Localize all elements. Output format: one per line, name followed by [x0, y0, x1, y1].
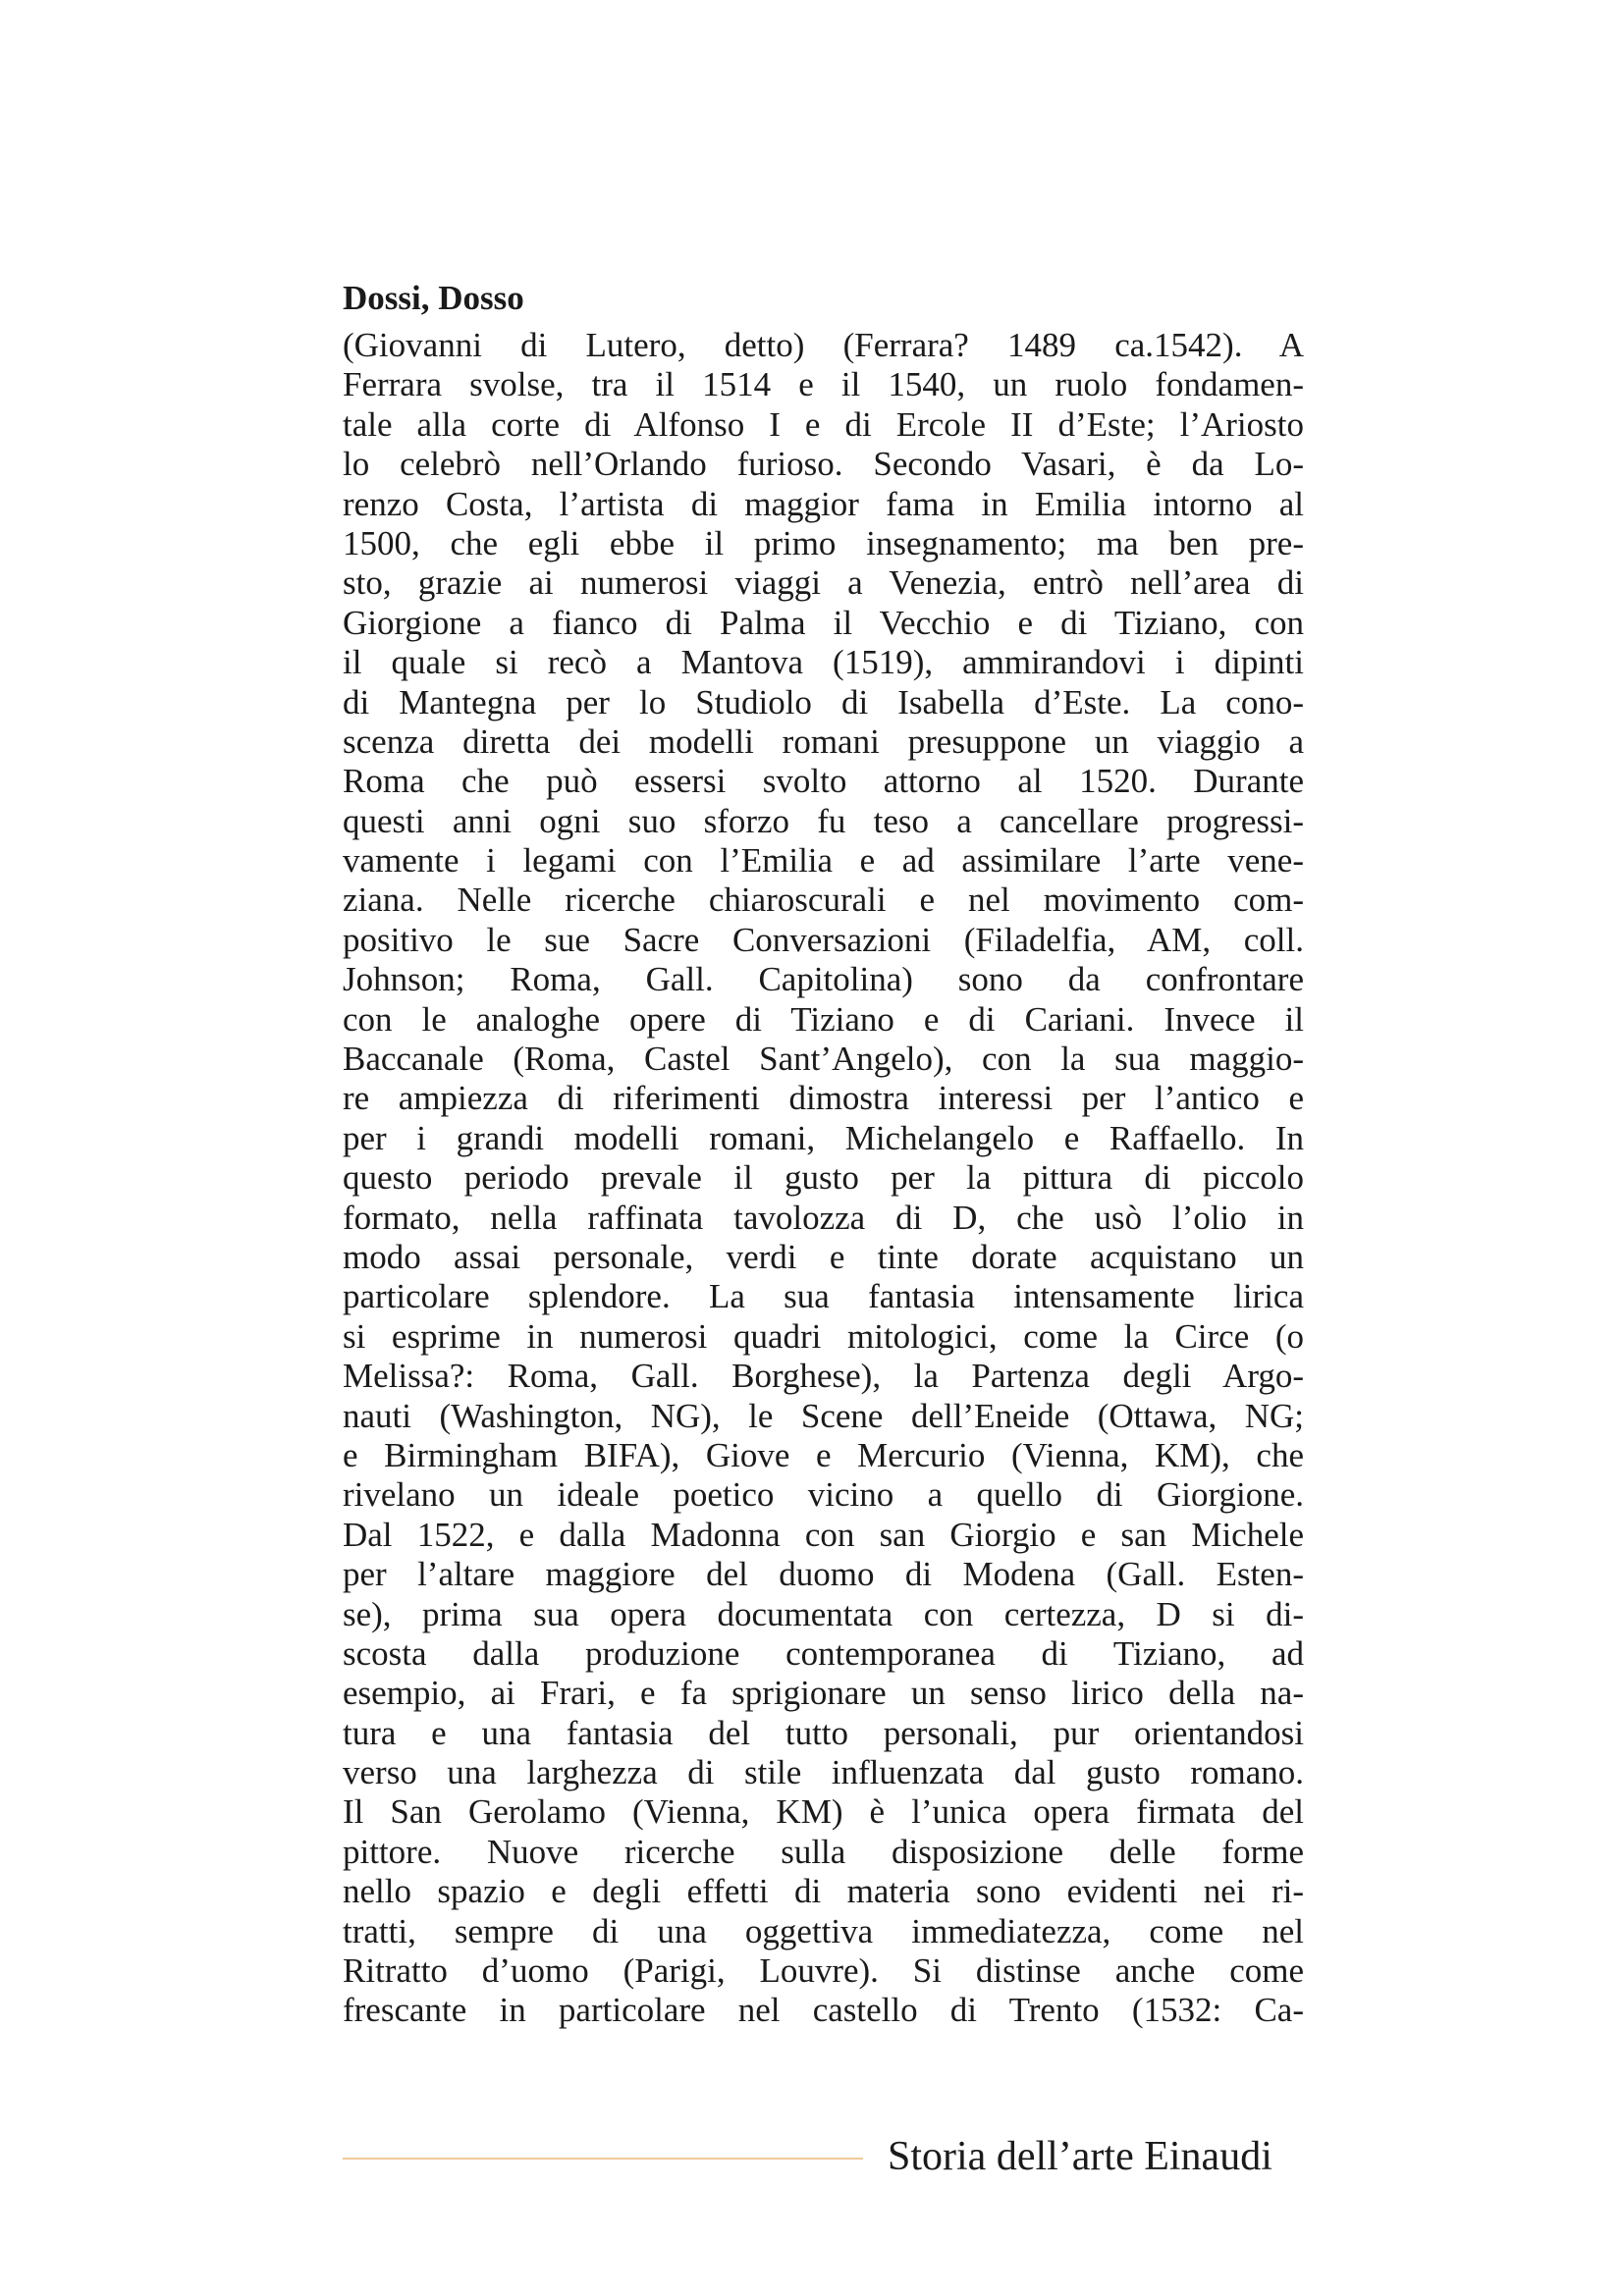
body-line: verso una larghezza di stile influenzata dal gusto romano. [343, 1753, 1304, 1792]
body-line: ziana. Nelle ricerche chiaroscurali e nel movimento com- [343, 881, 1304, 920]
body-line: e Birmingham BIFA), Giove e Mercurio (Vienna, KM), che [343, 1435, 1304, 1474]
body-line: lo celebrò nell’Orlando furioso. Secondo Vasari, è da Lo- [343, 445, 1304, 484]
body-line: per l’altare maggiore del duomo di Modena (Gall. Esten- [343, 1555, 1304, 1594]
body-line: (Giovanni di Lutero, detto) (Ferrara? 1489 ca.1542). A [343, 326, 1304, 364]
body-line: questi anni ogni suo sforzo fu teso a cancellare progressi- [343, 801, 1304, 840]
body-line: scenza diretta dei modelli romani presuppone un viaggio a [343, 721, 1304, 761]
body-line: frescante in particolare nel castello di Trento (1532: Ca- [343, 1991, 1304, 2030]
body-line: Il San Gerolamo (Vienna, KM) è l’unica opera firmata del [343, 1792, 1304, 1832]
entry-title: Dossi, Dosso [343, 279, 524, 317]
body-line: tura e una fantasia del tutto personali, pur orientandosi [343, 1713, 1304, 1752]
body-line: 1500, che egli ebbe il primo insegnamento; ma ben pre- [343, 523, 1304, 562]
body-line: Ritratto d’uomo (Parigi, Louvre). Si distinse anche come [343, 1951, 1304, 1991]
body-line: particolare splendore. La sua fantasia intensamente lirica [343, 1277, 1304, 1316]
footer-publisher-label: Storia dell’arte Einaudi [888, 2134, 1272, 2179]
body-line: renzo Costa, l’artista di maggior fama in Emilia intorno al [343, 484, 1304, 523]
body-line: positivo le sue Sacre Conversazioni (Filadelfia, AM, coll. [343, 920, 1304, 959]
body-line: formato, nella raffinata tavolozza di D, che usò l’olio in [343, 1198, 1304, 1237]
body-line: Baccanale (Roma, Castel Sant’Angelo), con la sua maggio- [343, 1040, 1304, 1079]
body-line: nauti (Washington, NG), le Scene dell’Eneide (Ottawa, NG; [343, 1396, 1304, 1435]
body-line: sto, grazie ai numerosi viaggi a Venezia, entrò nell’area di [343, 563, 1304, 603]
body-line: Ferrara svolse, tra il 1514 e il 1540, un ruolo fondamen- [343, 365, 1304, 404]
body-line: con le analoghe opere di Tiziano e di Cariani. Invece il [343, 999, 1304, 1039]
body-line: vamente i legami con l’Emilia e ad assimilare l’arte vene- [343, 841, 1304, 881]
body-line: modo assai personale, verdi e tinte dorate acquistano un [343, 1237, 1304, 1276]
body-line: Dal 1522, e dalla Madonna con san Giorgio e san Michele [343, 1515, 1304, 1554]
footer-rule [343, 2158, 863, 2160]
body-line: per i grandi modelli romani, Michelangelo e Raffaello. In [343, 1118, 1304, 1157]
body-line: tale alla corte di Alfonso I e di Ercole II d’Este; l’Ariosto [343, 404, 1304, 444]
body-line: rivelano un ideale poetico vicino a quello di Giorgione. [343, 1475, 1304, 1515]
body-line: re ampiezza di riferimenti dimostra interessi per l’antico e [343, 1079, 1304, 1118]
body-line: tratti, sempre di una oggettiva immediatezza, come nel [343, 1911, 1304, 1950]
body-line: questo periodo prevale il gusto per la pittura di piccolo [343, 1158, 1304, 1198]
body-line: il quale si recò a Mantova (1519), ammirandovi i dipinti [343, 643, 1304, 682]
body-line: Melissa?: Roma, Gall. Borghese), la Partenza degli Argo- [343, 1357, 1304, 1396]
body-line: nello spazio e degli effetti di materia sono evidenti nei ri- [343, 1872, 1304, 1911]
body-line: esempio, ai Frari, e fa sprigionare un senso lirico della na- [343, 1674, 1304, 1713]
body-line: scosta dalla produzione contemporanea di Tiziano, ad [343, 1633, 1304, 1673]
body-line: Giorgione a fianco di Palma il Vecchio e di Tiziano, con [343, 603, 1304, 642]
body-line: Johnson; Roma, Gall. Capitolina) sono da confrontare [343, 960, 1304, 999]
body-line: si esprime in numerosi quadri mitologici, come la Circe (o [343, 1316, 1304, 1356]
body-line: se), prima sua opera documentata con certezza, D si di- [343, 1594, 1304, 1633]
entry-body [343, 326, 1304, 2031]
body-line: di Mantegna per lo Studiolo di Isabella d’Este. La cono- [343, 682, 1304, 721]
body-line: Roma che può essersi svolto attorno al 1520. Durante [343, 762, 1304, 801]
body-line: pittore. Nuove ricerche sulla disposizione delle forme [343, 1832, 1304, 1871]
